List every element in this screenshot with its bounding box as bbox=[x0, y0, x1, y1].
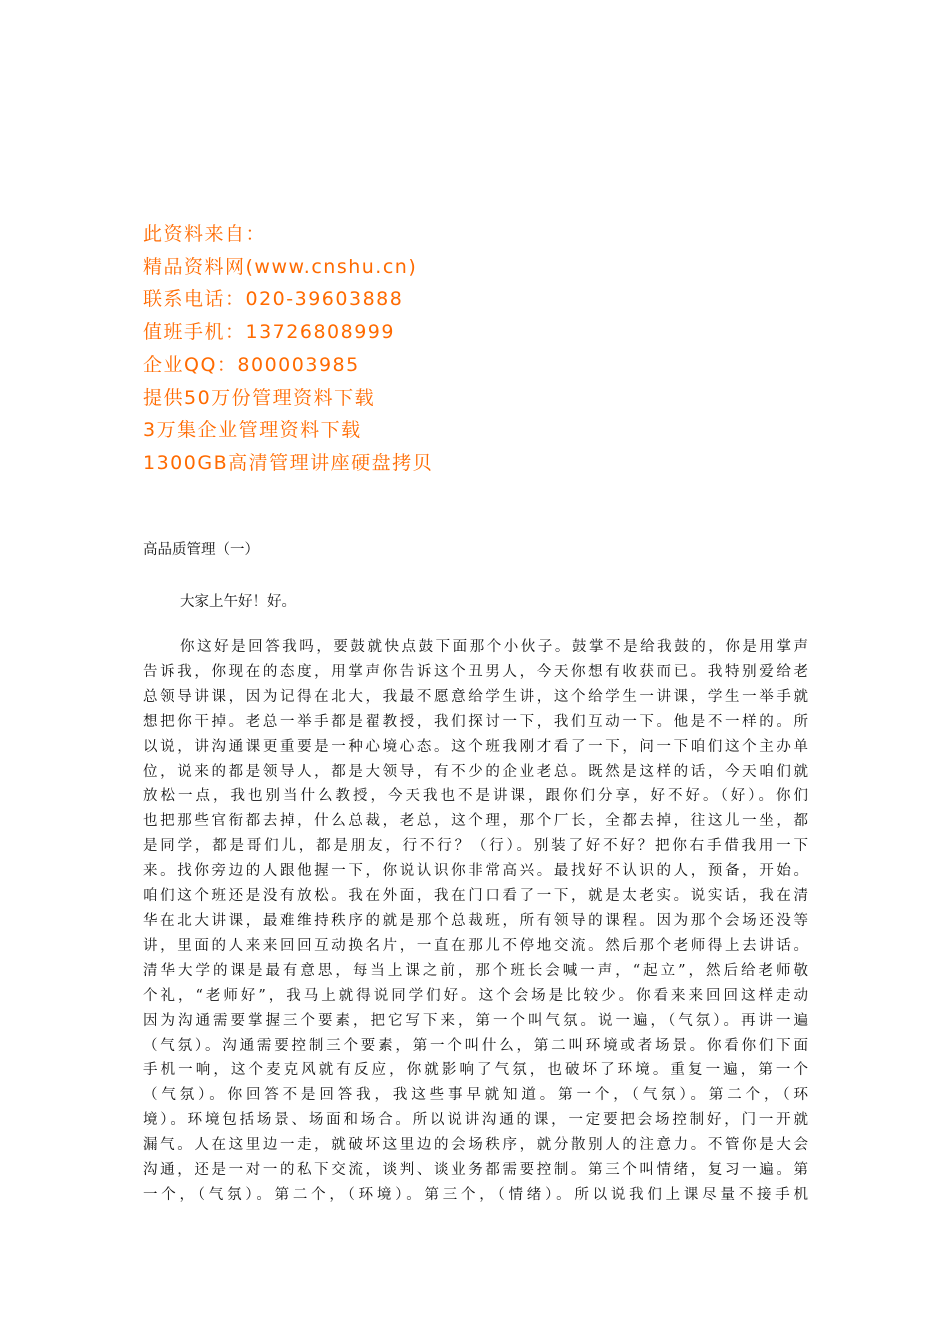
body-line: 告诉我，你现在的态度，用掌声你告诉这个丑男人，今天你想有收获而已。我特别爱给老 bbox=[143, 663, 808, 680]
body-line: 咱们这个班还是没有放松。我在外面，我在门口看了一下，就是太老实。说实话，我在清 bbox=[143, 888, 808, 905]
body-line: 想把你干掉。老总一举手都是翟教授，我们探讨一下，我们互动一下。他是不一样的。所 bbox=[143, 713, 808, 730]
promo-mobile: 值班手机：13726808999 bbox=[143, 321, 395, 344]
body-line: 沟通，还是一对一的私下交流，谈判、谈业务都需要控制。第三个叫情绪，复习一遍。第 bbox=[143, 1162, 808, 1179]
promo-phone: 联系电话：020-39603888 bbox=[143, 288, 404, 311]
body-line: 一个，（气氛）。第二个，（环境）。第三个，（情绪）。所以说我们上课尽量不接手机 bbox=[143, 1186, 808, 1203]
body-line: 位，说来的都是领导人，都是大领导，有不少的企业老总。既然是这样的话，今天咱们就 bbox=[143, 763, 808, 780]
body-line: 也把那些官衔都去掉，什么总裁，老总，这个理，那个厂长，全都去掉，往这儿一坐，都 bbox=[143, 813, 808, 830]
body-line: 放松一点，我也别当什么教授，今天我也不是讲课，跟你们分享，好不好。（好）。你们 bbox=[143, 788, 808, 805]
body-line: 漏气。人在这里边一走，就破坏这里边的会场秩序，就分散别人的注意力。不管你是大会 bbox=[143, 1137, 808, 1154]
body-line: 是同学，都是哥们儿，都是朋友，行不行？（行）。别装了好不好？把你右手借我用一下 bbox=[143, 838, 808, 855]
body-line: 以说，讲沟通课更重要是一种心境心态。这个班我刚才看了一下，问一下咱们这个主办单 bbox=[143, 738, 808, 755]
promo-source-heading: 此资料来自： bbox=[143, 223, 267, 245]
body-line: 你这好是回答我吗，要鼓就快点鼓下面那个小伙子。鼓掌不是给我鼓的，你是用掌声 bbox=[180, 639, 808, 655]
body-line: 手机一响，这个麦克风就有反应，你就影响了气氛，也破坏了环境。重复一遍，第一个 bbox=[143, 1062, 808, 1079]
body-line: 清华大学的课是最有意思，每当上课之前，那个班长会喊一声，“起立”，然后给老师敬 bbox=[143, 962, 808, 979]
body-line: 因为沟通需要掌握三个要素，把它写下来，第一个叫气氛。说一遍，（气氛）。再讲一遍 bbox=[143, 1012, 808, 1029]
promo-block bbox=[143, 218, 843, 480]
body-line: 境）。环境包括场景、场面和场合。所以说讲沟通的课，一定要把会场控制好，门一开就 bbox=[143, 1112, 808, 1129]
body-line: 华在北大讲课，最难维持秩序的就是那个总裁班，所有领导的课程。因为那个会场还没等 bbox=[143, 912, 808, 929]
promo-offer-lectures: 1300GB高清管理讲座硬盘拷贝 bbox=[143, 451, 434, 474]
body-line: 个礼，“老师好”，我马上就得说同学们好。这个会场是比较少。你看来来回回这样走动 bbox=[143, 987, 808, 1004]
body-line: （气氛）。沟通需要控制三个要素，第一个叫什么，第二叫环境或者场景。你看你们下面 bbox=[143, 1037, 808, 1054]
document-title: 高品质管理（一） bbox=[143, 542, 259, 558]
promo-offer-documents: 提供50万份管理资料下载 bbox=[143, 386, 376, 409]
body-line: （气氛）。你回答不是回答我，我这些事早就知道。第一个，（气氛）。第二个，（环 bbox=[143, 1087, 808, 1104]
body-line: 总领导讲课，因为记得在北大，我最不愿意给学生讲，这个给学生一讲课，学生一举手就 bbox=[143, 688, 808, 705]
promo-website: 精品资料网(www.cnshu.cn) bbox=[143, 255, 418, 278]
promo-qq: 企业QQ：800003985 bbox=[143, 353, 360, 376]
document-body bbox=[143, 635, 808, 1208]
body-line: 来。找你旁边的人跟他握一下，你说认识你非常高兴。最找好不认识的人，预备，开始。 bbox=[143, 863, 808, 880]
promo-offer-videos: 3万集企业管理资料下载 bbox=[143, 419, 362, 442]
document-greeting: 大家上午好！好。 bbox=[180, 594, 296, 610]
body-line: 讲，里面的人来来回回互动换名片，一直在那儿不停地交流。然后那个老师得上去讲话。 bbox=[143, 937, 808, 954]
